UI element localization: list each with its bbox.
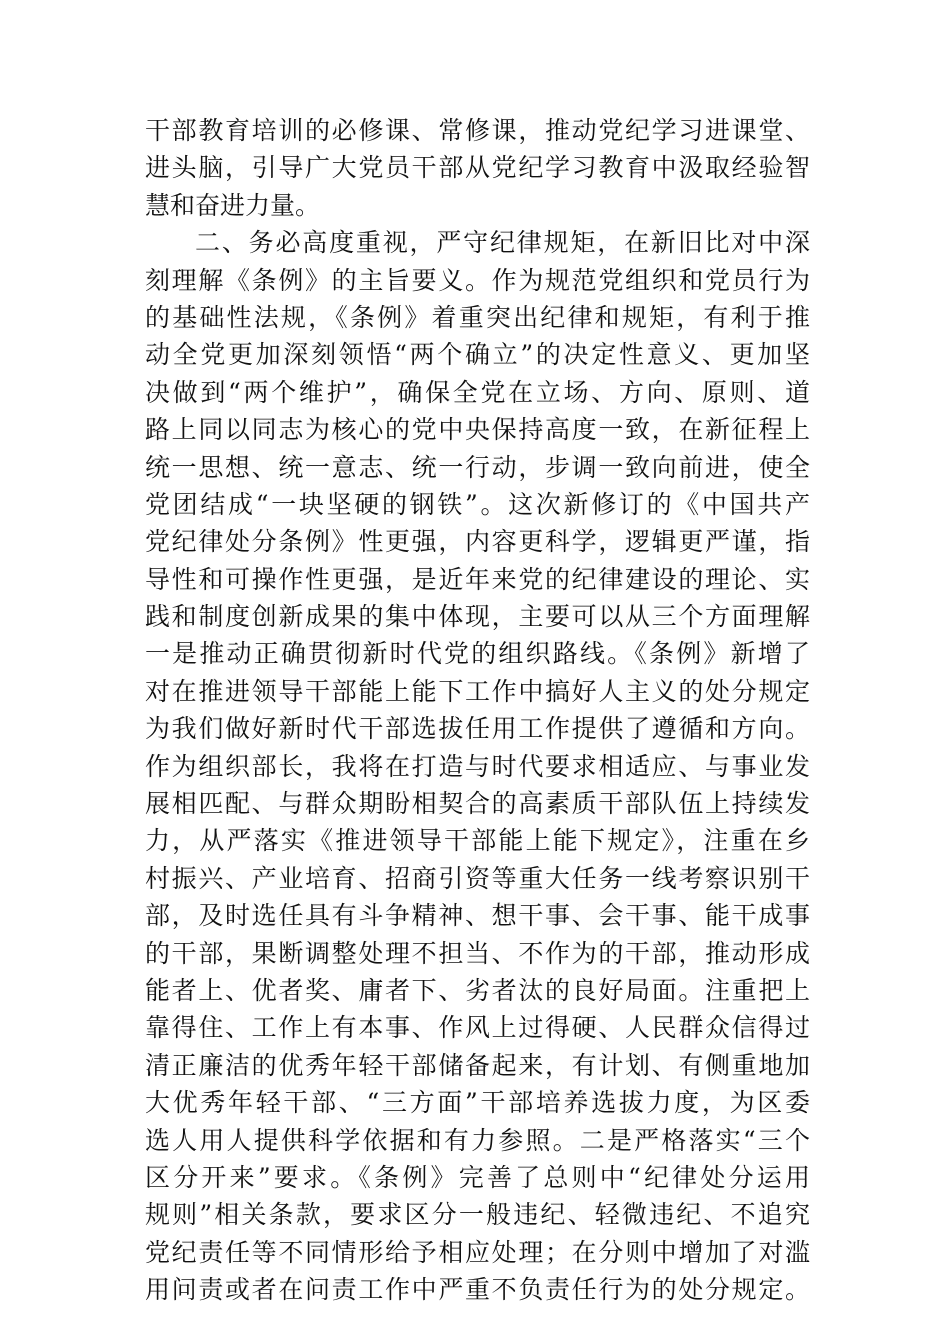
body-text — [145, 112, 810, 1309]
text-line: 一是推动正确贯彻新时代党的组织路线。《条例》新增了 — [145, 639, 810, 669]
text-line: 践和制度创新成果的集中体现，主要可以从三个方面理解 — [145, 602, 810, 632]
text-line: 导性和可操作性更强，是近年来党的纪律建设的理论、实 — [145, 564, 810, 594]
text-line: 决做到“两个维护”，确保全党在立场、方向、原则、道 — [145, 377, 810, 407]
text-line: 力，从严落实《推进领导干部能上能下规定》，注重在乡 — [145, 826, 810, 856]
text-line: 作为组织部长，我将在打造与时代要求相适应、与事业发 — [145, 751, 810, 781]
text-line: 党团结成“一块坚硬的钢铁”。这次新修订的《中国共产 — [145, 489, 810, 519]
text-line: 清正廉洁的优秀年轻干部储备起来，有计划、有侧重地加 — [145, 1050, 810, 1080]
text-line: 二、务必高度重视，严守纪律规矩，在新旧比对中深 — [195, 228, 810, 258]
text-line: 为我们做好新时代干部选拔任用工作提供了遵循和方向。 — [145, 714, 810, 744]
text-line: 的基础性法规，《条例》着重突出纪律和规矩，有利于推 — [145, 302, 810, 332]
text-line: 进头脑，引导广大党员干部从党纪学习教育中汲取经验智 — [145, 153, 810, 183]
text-line: 干部教育培训的必修课、常修课，推动党纪学习进课堂、 — [145, 116, 810, 145]
text-line: 的干部，果断调整处理不担当、不作为的干部，推动形成 — [145, 938, 810, 968]
text-line: 选人用人提供科学依据和有力参照。二是严格落实“三个 — [145, 1125, 810, 1155]
text-line: 部，及时选任具有斗争精神、想干事、会干事、能干成事 — [145, 901, 810, 931]
text-line: 展相匹配、与群众期盼相契合的高素质干部队伍上持续发 — [145, 789, 810, 819]
text-line: 党纪律处分条例》性更强，内容更科学，逻辑更严谨，指 — [145, 527, 810, 557]
text-line: 靠得住、工作上有本事、作风上过得硬、人民群众信得过 — [145, 1013, 810, 1043]
text-line: 对在推进领导干部能上能下工作中搞好人主义的处分规定 — [145, 676, 810, 706]
text-line: 动全党更加深刻领悟“两个确立”的决定性意义、更加坚 — [145, 340, 810, 370]
text-line: 村振兴、产业培育、招商引资等重大任务一线考察识别干 — [145, 863, 810, 893]
text-line: 用问责或者在问责工作中严重不负责任行为的处分规定。 — [145, 1275, 810, 1305]
text-line: 党纪责任等不同情形给予相应处理；在分则中增加了对滥 — [145, 1237, 810, 1267]
text-line: 区分开来”要求。《条例》完善了总则中“纪律处分运用 — [145, 1162, 810, 1192]
text-line: 路上同以同志为核心的党中央保持高度一致，在新征程上 — [145, 415, 810, 445]
text-line: 慧和奋进力量。 — [145, 190, 321, 220]
text-line: 能者上、优者奖、庸者下、劣者汰的良好局面。注重把上 — [145, 975, 810, 1005]
text-line: 规则”相关条款，要求区分一般违纪、轻微违纪、不追究 — [145, 1200, 810, 1230]
text-line: 大优秀年轻干部、“三方面”干部培养选拔力度，为区委 — [145, 1088, 810, 1118]
text-line: 统一思想、统一意志、统一行动，步调一致向前进，使全 — [145, 452, 810, 482]
text-line: 刻理解《条例》的主旨要义。作为规范党组织和党员行为 — [145, 265, 810, 295]
